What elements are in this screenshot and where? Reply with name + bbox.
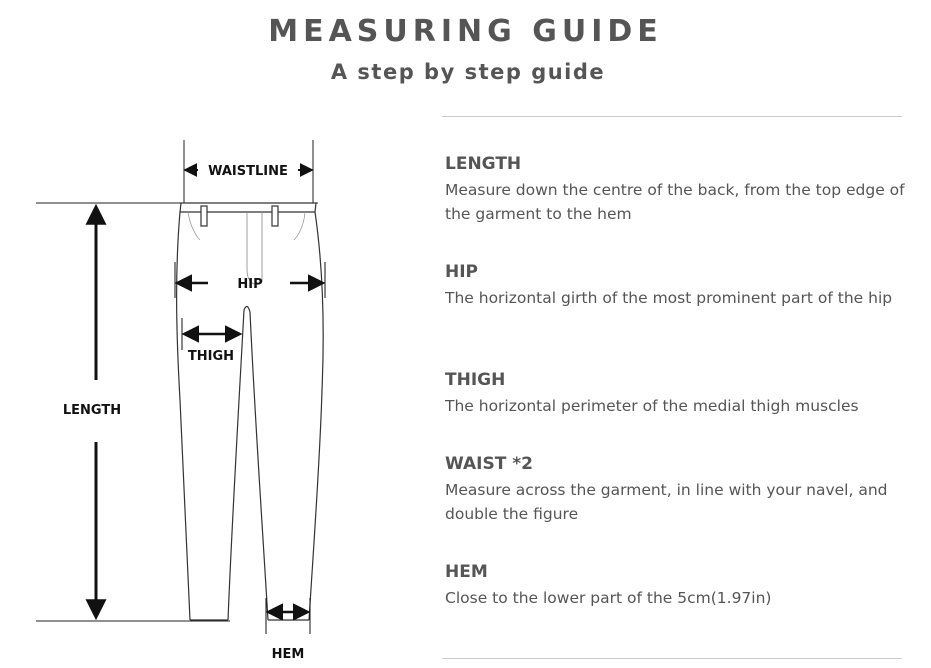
section-title: THIGH	[445, 370, 506, 390]
section-title: LENGTH	[445, 154, 522, 174]
section-hip	[445, 258, 905, 310]
page-title: MEASURING GUIDE	[268, 14, 663, 49]
thigh-label: THIGH	[187, 349, 235, 364]
page-subtitle: A step by step guide	[330, 60, 606, 84]
section-title: HIP	[445, 262, 479, 282]
section-description: Measure across the garment, in line with your navel, and double the figure	[445, 481, 888, 523]
section-hem	[445, 558, 905, 610]
hem-label: HEM	[271, 647, 305, 662]
length-label: LENGTH	[62, 403, 122, 418]
section-thigh	[445, 366, 905, 418]
top-divider	[442, 116, 902, 117]
section-description: Measure down the centre of the back, from the top edge of the garment to the hem	[445, 181, 905, 223]
section-description: The horizontal perimeter of the medial thigh muscles	[445, 397, 859, 415]
section-title: HEM	[445, 562, 488, 582]
section-description: The horizontal girth of the most prominent part of the hip	[445, 289, 893, 307]
hip-label: HIP	[237, 277, 263, 292]
bottom-divider	[442, 658, 902, 659]
waistline-label: WAISTLINE	[208, 164, 288, 179]
trousers-outline	[177, 203, 324, 620]
trousers-diagram	[0, 0, 440, 668]
section-length	[445, 150, 905, 226]
section-description: Close to the lower part of the 5cm(1.97in)	[445, 589, 772, 607]
section-waist	[445, 450, 905, 526]
section-title: WAIST *2	[445, 454, 533, 474]
